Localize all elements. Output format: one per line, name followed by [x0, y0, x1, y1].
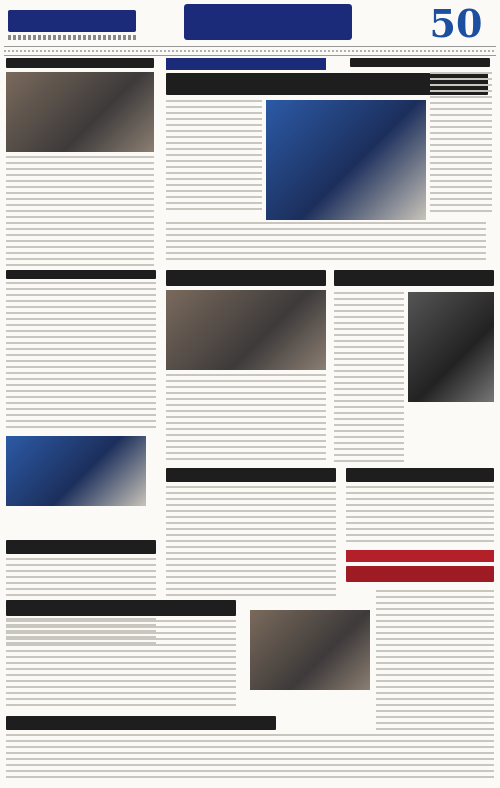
headline [6, 540, 156, 554]
news-photo [250, 610, 370, 690]
article-body [6, 156, 154, 266]
news-photo [6, 72, 154, 152]
article-body [334, 292, 404, 462]
article-body [6, 620, 236, 710]
dateline-strip [4, 46, 496, 56]
headline [6, 716, 276, 730]
news-photo [266, 100, 426, 220]
article-body [6, 734, 494, 782]
article-body [430, 72, 492, 212]
article-body [166, 374, 326, 464]
headline [6, 600, 236, 616]
article-body [166, 222, 486, 262]
article-body [6, 282, 156, 432]
anniversary-badge: 50 [429, 1, 483, 46]
headline [350, 58, 490, 67]
headline [166, 270, 326, 286]
article-body [166, 486, 336, 596]
headline [6, 270, 156, 279]
banner-kicker [166, 58, 326, 70]
headline [166, 468, 336, 482]
logo-wordmark-block [8, 10, 136, 32]
news-photo [166, 290, 326, 370]
article-body [346, 486, 494, 546]
headline [6, 58, 154, 68]
headline [346, 468, 494, 482]
newspaper-logo [8, 6, 166, 46]
article-body [376, 590, 494, 740]
logo-subtitle-line [8, 35, 136, 40]
news-photo [408, 292, 494, 402]
highlight-band [346, 550, 494, 562]
article-body [166, 100, 262, 210]
headline [334, 270, 494, 286]
news-photo [6, 436, 146, 506]
page-section-title-block [184, 4, 352, 40]
headline [346, 566, 494, 582]
